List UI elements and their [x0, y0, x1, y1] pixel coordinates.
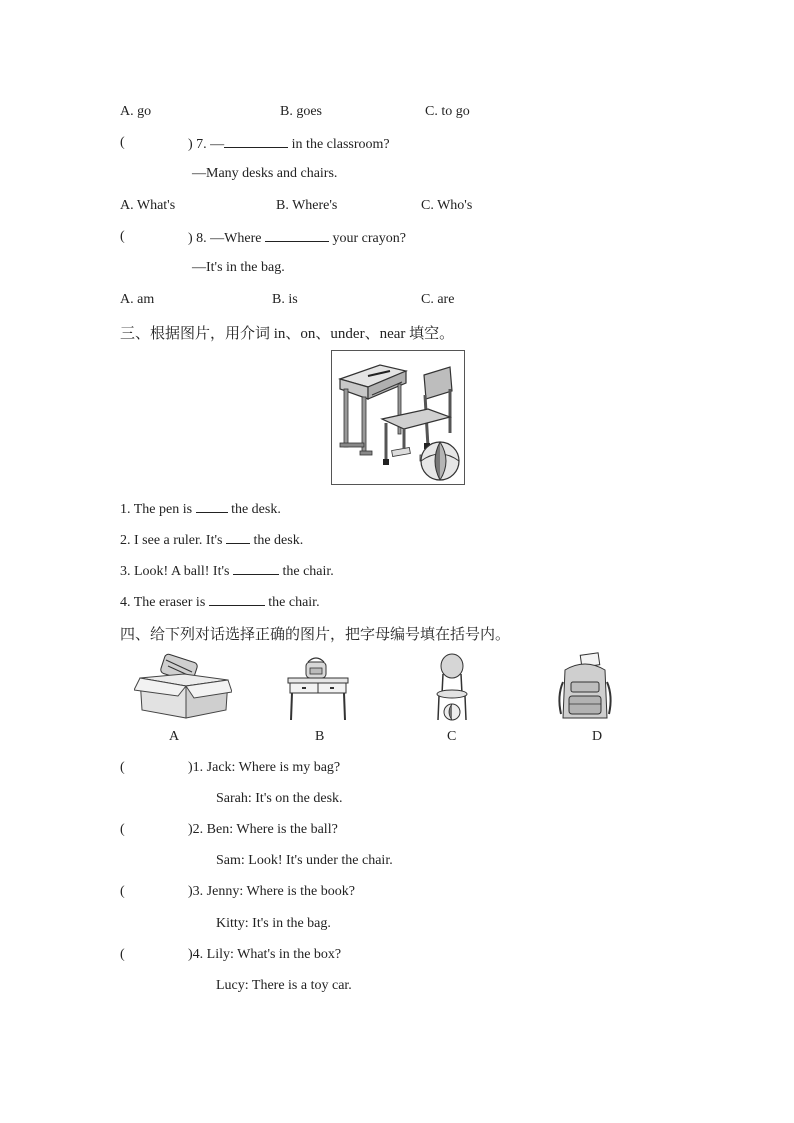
part3-item-3-before: 3. Look! A ball! It's [120, 564, 230, 579]
part3-item-4-after: the chair. [268, 595, 320, 610]
backpack-with-book-icon [555, 652, 615, 722]
dialog-3-question: )3. Jenny: Where is the book? [188, 884, 355, 899]
q7-answer: —Many desks and chairs. [192, 166, 338, 181]
part3-item-1-after: the desk. [231, 502, 281, 517]
picture-c [432, 652, 472, 722]
desk-chair-ball-picture [331, 350, 465, 485]
dialog-1-paren: ( [120, 760, 125, 775]
part3-item-1-blank[interactable] [196, 500, 228, 513]
q8-option-a: A. am [120, 292, 155, 307]
part3-item-1 [120, 500, 281, 518]
q7-question-rest: in the classroom? [291, 137, 390, 152]
part3-item-3 [120, 562, 334, 580]
q6-option-c: C. to go [425, 104, 470, 119]
part3-item-2 [120, 531, 303, 549]
desk-with-bag-icon [286, 652, 350, 722]
picture-b [286, 652, 350, 722]
picture-label-c: C [447, 729, 457, 744]
q7-paren-close: ) [188, 137, 193, 152]
q7-paren-open: ( [120, 135, 125, 150]
picture-a [134, 652, 232, 722]
dialog-3-answer: Kitty: It's in the bag. [216, 916, 331, 931]
dialog-4-answer: Lucy: There is a toy car. [216, 978, 352, 993]
part3-item-4-blank[interactable] [209, 593, 265, 606]
picture-d [555, 652, 615, 722]
q7-blank[interactable] [224, 135, 288, 148]
part3-item-2-blank[interactable] [226, 531, 250, 544]
part3-item-2-before: 2. I see a ruler. It's [120, 533, 223, 548]
q7-dash: — [210, 137, 225, 152]
q8-paren-open: ( [120, 229, 125, 244]
picture-label-b: B [315, 729, 325, 744]
q6-option-b: B. goes [280, 104, 322, 119]
q7-option-b: B. Where's [276, 198, 338, 213]
q8-answer: —It's in the bag. [192, 260, 285, 275]
dialog-4-question: )4. Lily: What's in the box? [188, 947, 342, 962]
part3-item-3-blank[interactable] [233, 562, 279, 575]
dialog-2-question: )2. Ben: Where is the ball? [188, 822, 338, 837]
q7-number: 7. [196, 137, 207, 152]
dialog-1-answer: Sarah: It's on the desk. [216, 791, 343, 806]
part3-item-4 [120, 593, 320, 611]
q8-blank[interactable] [265, 229, 329, 242]
box-with-toy-car-icon [134, 652, 232, 722]
dialog-1-question: )1. Jack: Where is my bag? [188, 760, 341, 775]
dialog-2-answer: Sam: Look! It's under the chair. [216, 853, 393, 868]
part3-item-2-after: the desk. [253, 533, 304, 548]
dialog-3-paren: ( [120, 884, 125, 899]
desk-chair-ball-icon [332, 351, 464, 484]
q8-question [188, 229, 406, 247]
part3-item-4-before: 4. The eraser is [120, 595, 206, 610]
q8-paren-close: ) [188, 231, 193, 246]
picture-label-a: A [169, 729, 180, 744]
picture-label-d: D [592, 729, 603, 744]
part3-heading: 三、根据图片，用介词 in、on、under、near 填空。 [120, 326, 455, 342]
q8-option-b: B. is [272, 292, 298, 307]
q8-question-start: —Where [210, 231, 262, 246]
q8-option-c: C. are [421, 292, 455, 307]
dialog-2-paren: ( [120, 822, 125, 837]
dialog-4-paren: ( [120, 947, 125, 962]
q6-option-a: A. go [120, 104, 152, 119]
q8-number: 8. [196, 231, 207, 246]
part3-item-3-after: the chair. [282, 564, 334, 579]
q7-question [188, 135, 390, 153]
part3-item-1-before: 1. The pen is [120, 502, 193, 517]
chair-with-ball-icon [432, 652, 472, 722]
q7-option-a: A. What's [120, 198, 176, 213]
part4-heading: 四、给下列对话选择正确的图片，把字母编号填在括号内。 [120, 627, 511, 643]
q7-option-c: C. Who's [421, 198, 473, 213]
q8-question-rest: your crayon? [332, 231, 406, 246]
